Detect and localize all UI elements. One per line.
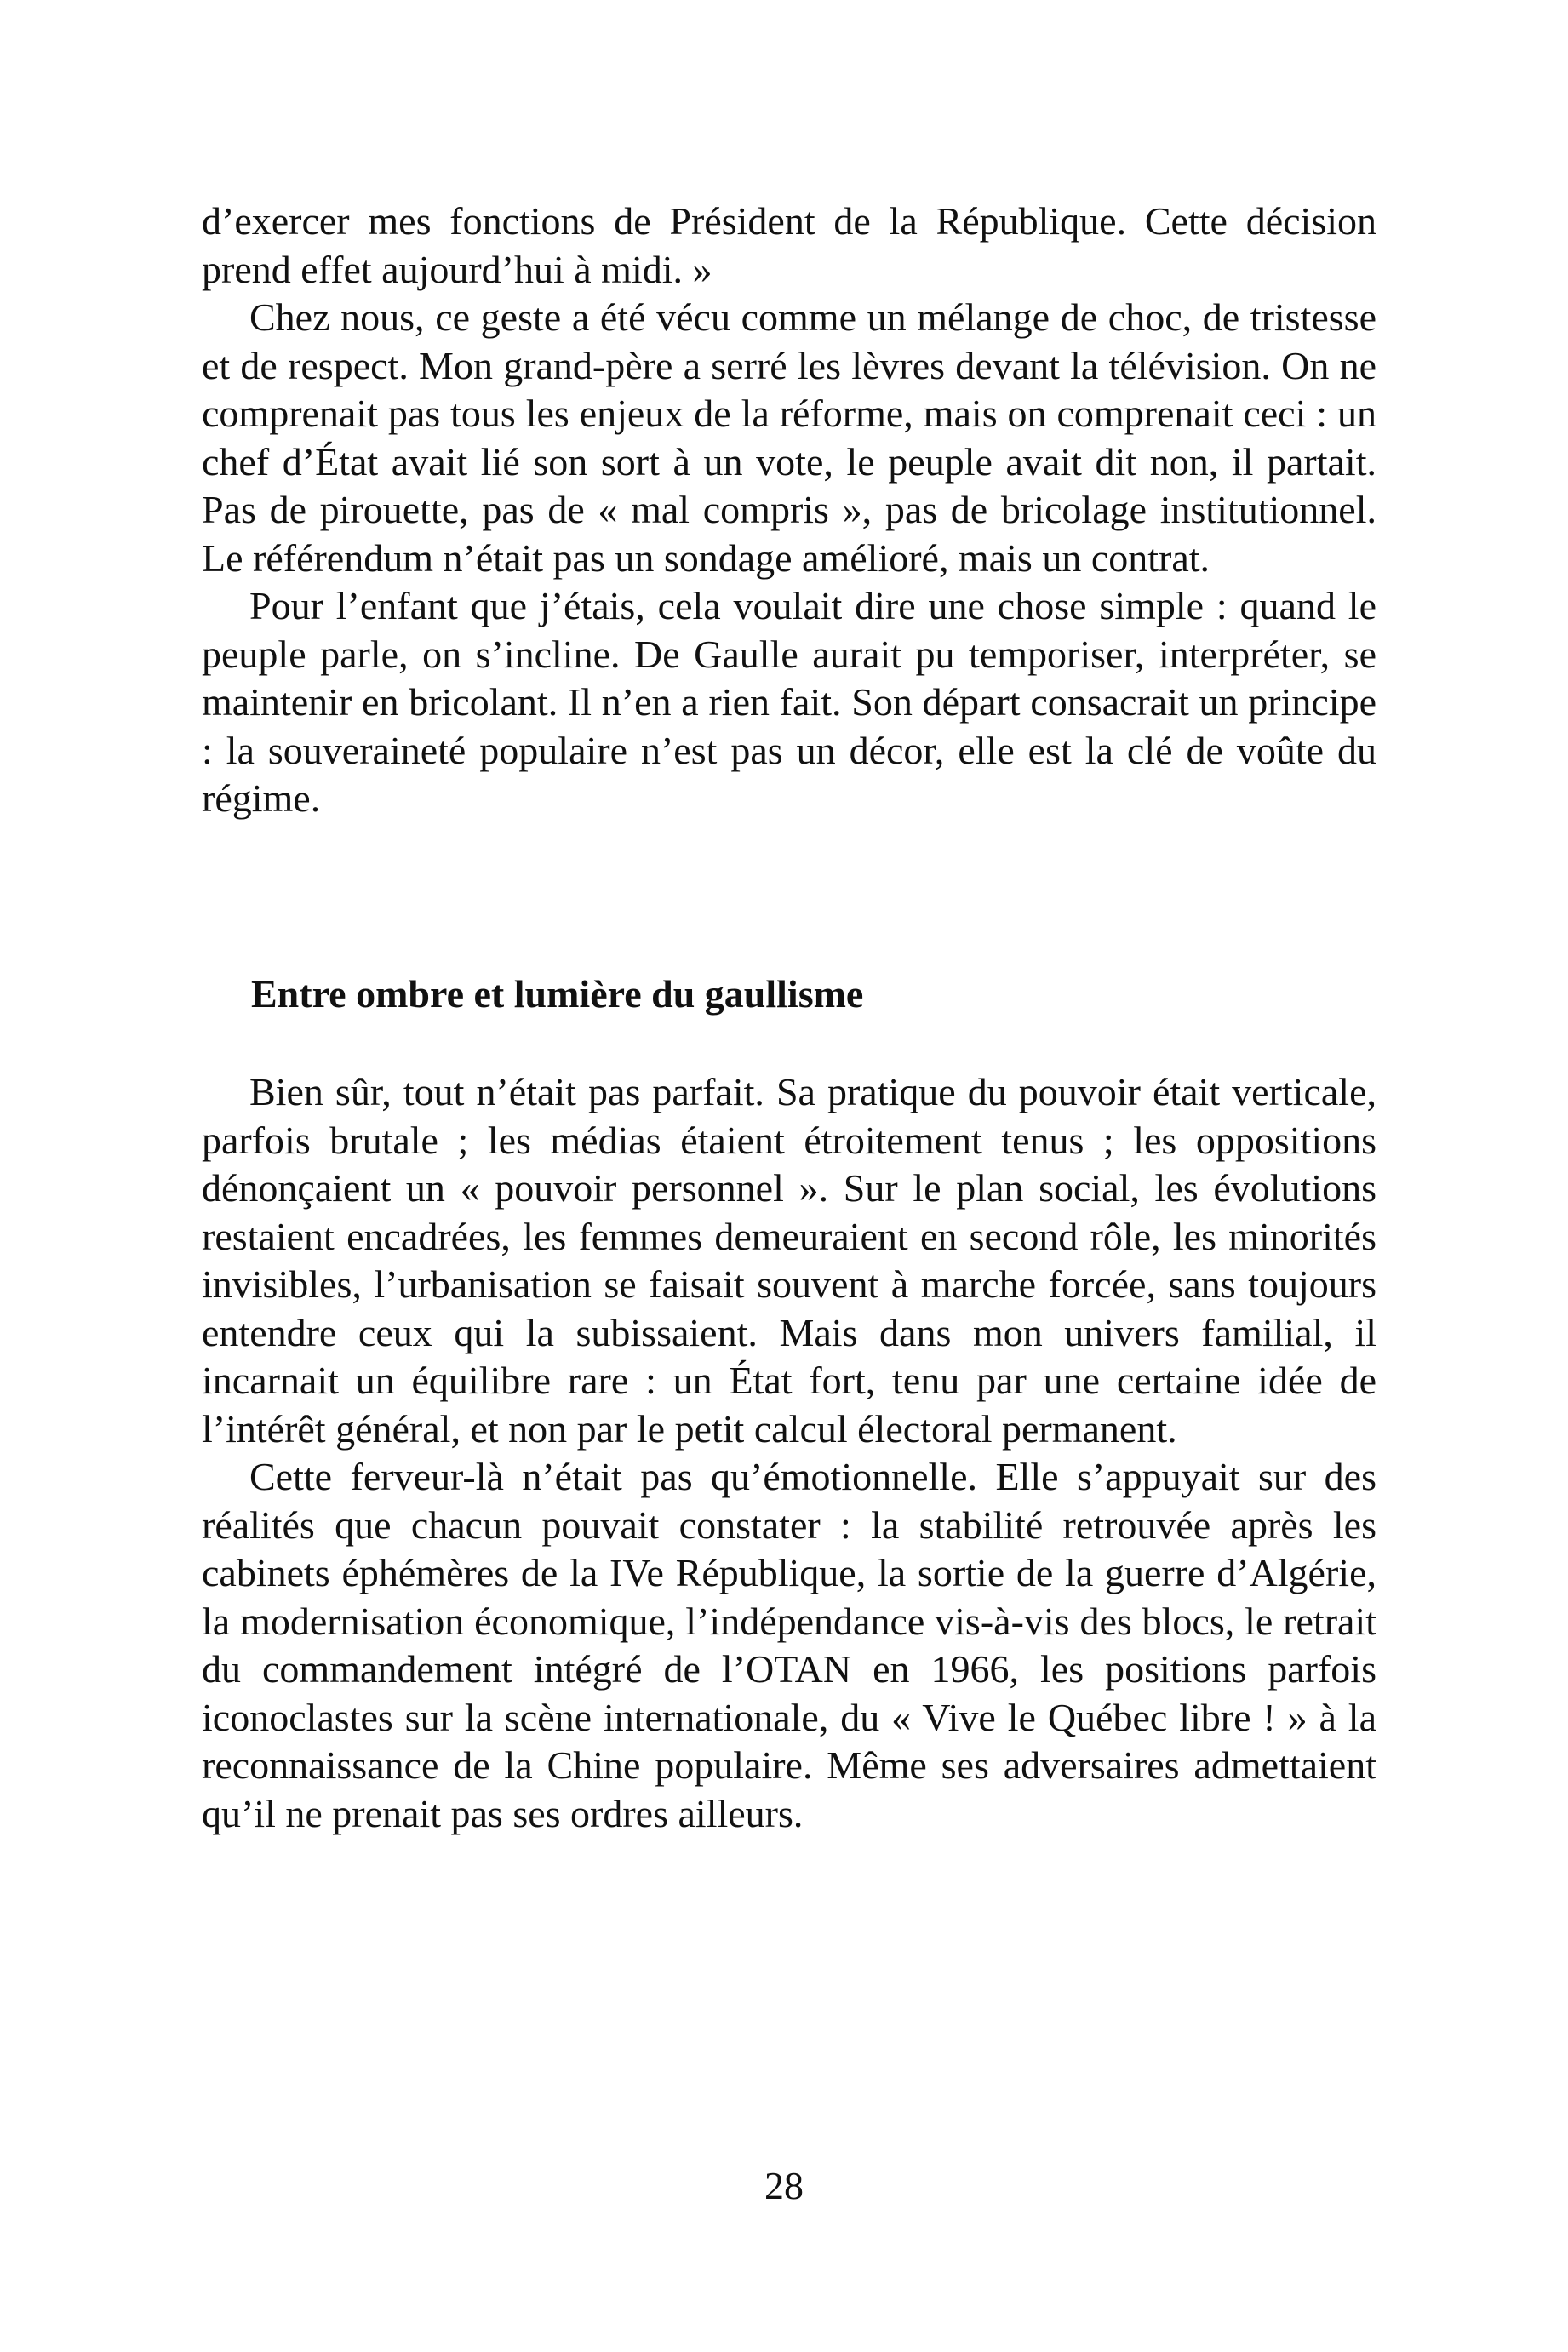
paragraph-bien-sur: Bien sûr, tout n’était pas parfait. Sa pratique du pouvoir était verticale, parfois brutale ; les médias étaient étroitement tenus ; les oppositions dénonçaient un « pouvoir personnel ». Sur le plan social, les évolutions restaient encadrées, les femmes demeuraient en second rôle, les minorités invisibles, l’urbanisation se faisait souvent à marche forcée, sans toujours entendre ceux qui la subissaient. Mais dans mon univers familial, il incarnait un équilibre rare : un État fort, tenu par une certaine idée de l’intérêt général, et non par le petit calcul électoral permanent.: [202, 1070, 1376, 1451]
page-number: 28: [764, 2164, 804, 2207]
paragraph-chez-nous: Chez nous, ce geste a été vécu comme un mélange de choc, de tristesse et de respect. Mon grand-père a serré les lèvres devant la télévision. On ne comprenait pas tous les enjeux de la réforme, mais on comprenait ceci : un chef d’État avait lié son sort à un vote, le peuple avait dit non, il partait. Pas de pirouette, pas de « mal compris », pas de bricolage institutionnel. Le référendum n’était pas un sondage amélioré, mais un contrat.: [202, 295, 1376, 580]
section-two-text: [202, 1068, 1376, 1838]
paragraph-cette-ferveur: Cette ferveur-là n’était pas qu’émotionnelle. Elle s’appuyait sur des réalités que chacun pouvait constater : la stabilité retrouvée après les cabinets éphémères de la IVe République, la sortie de la guerre d’Algérie, la modernisation économique, l’indépendance vis-à-vis des blocs, le retrait du commandement intégré de l’OTAN en 1966, les positions parfois iconoclastes sur la scène internationale, du « Vive le Québec libre ! » à la reconnaissance de la Chine populaire. Même ses adversaires admettaient qu’il ne prenait pas ses ordres ailleurs.: [202, 1455, 1376, 1835]
paragraph-pour-l-enfant: Pour l’enfant que j’étais, cela voulait dire une chose simple : quand le peuple parle, on s’incline. De Gaulle aurait pu temporiser, interpréter, se maintenir en bricolant. Il n’en a rien fait. Son départ consacrait un principe : la souveraineté populaire n’est pas un décor, elle est la clé de voûte du régime.: [202, 584, 1376, 820]
section-one-text: [202, 197, 1376, 823]
section-heading: Entre ombre et lumière du gaullisme: [251, 972, 864, 1016]
paragraph-continuation: d’exercer mes fonctions de Président de la République. Cette décision prend effet aujourd’hui à midi. »: [202, 199, 1376, 291]
